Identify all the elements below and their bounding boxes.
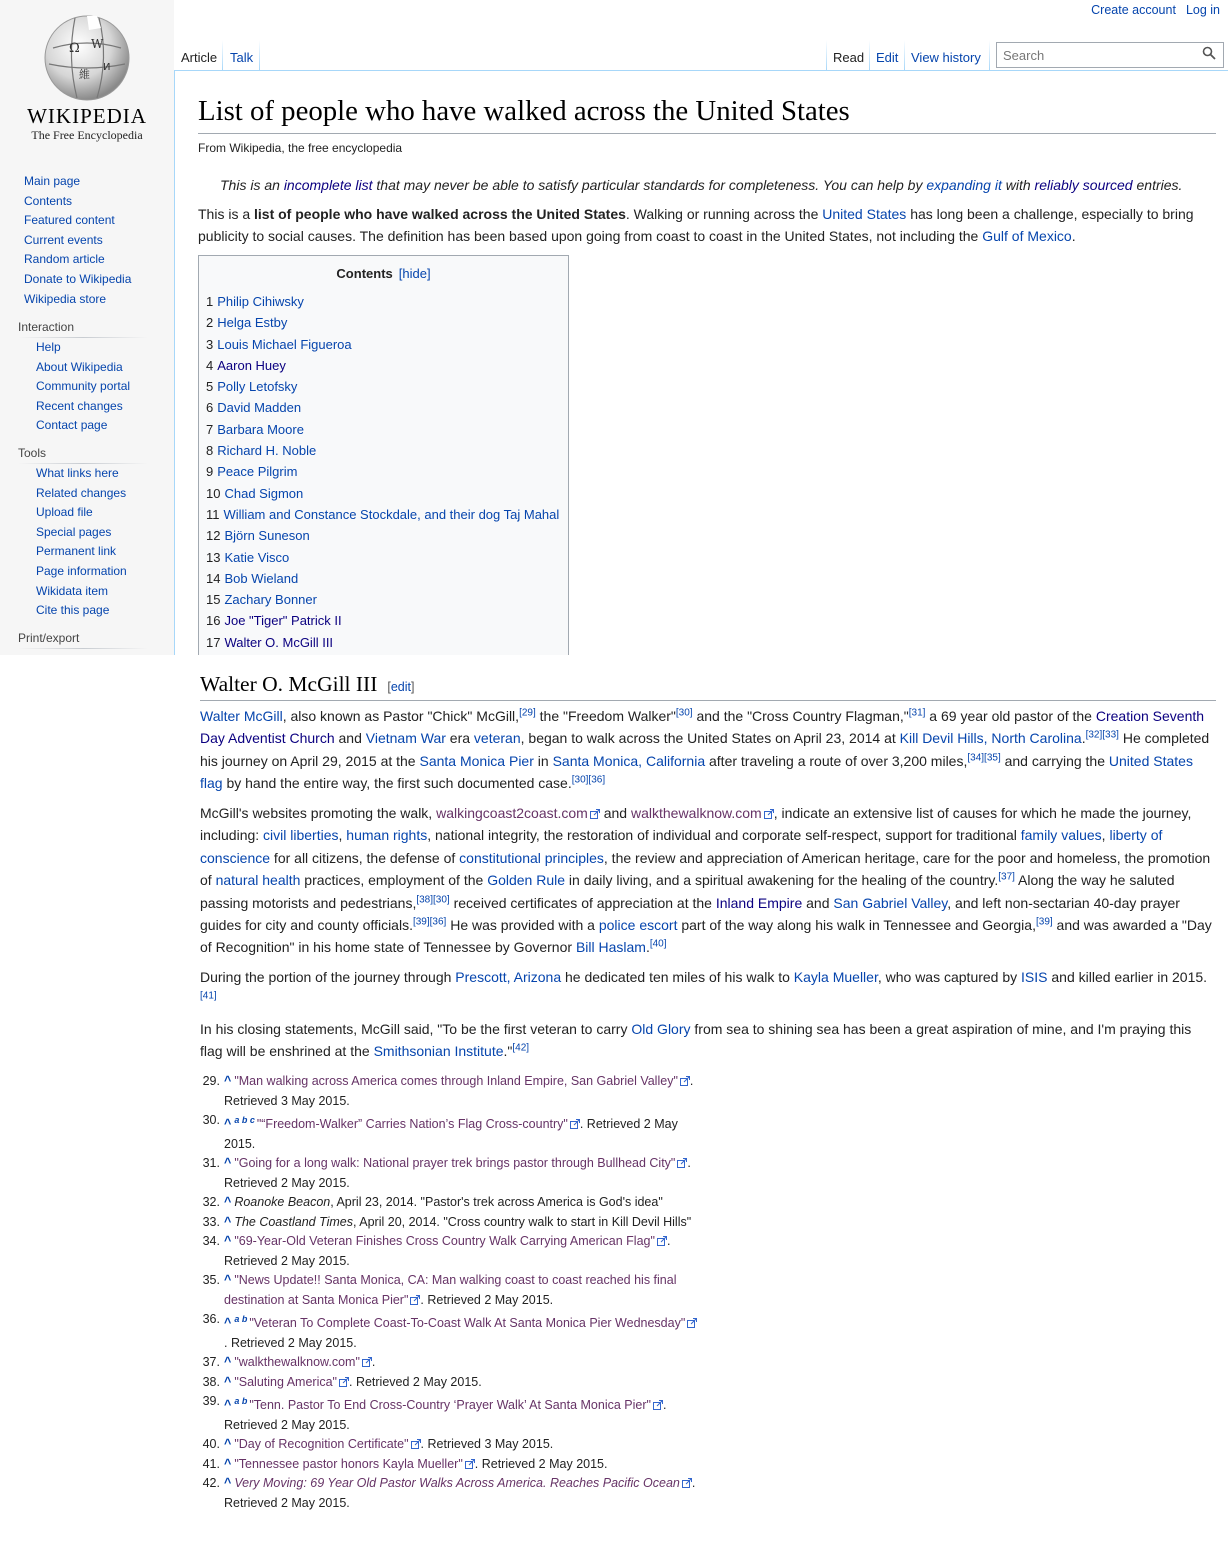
sidebar-heading-interaction[interactable]: Interaction	[18, 320, 75, 334]
para-text: part of the way along his walk in Tennessee and Georgia,	[677, 917, 1036, 934]
toc-number: 16	[206, 613, 221, 629]
toc-item[interactable]	[206, 419, 561, 440]
backlink-caret[interactable]: ^	[224, 1117, 232, 1132]
toc-item[interactable]	[206, 334, 561, 355]
toc-number: 10	[206, 485, 221, 501]
para-text: and	[334, 730, 366, 747]
civil-liberties-link[interactable]: civil liberties	[263, 827, 339, 844]
para-text: received certificates of appreciation at the	[449, 894, 716, 911]
constitutional-principles-link[interactable]: constitutional principles	[459, 849, 604, 866]
para-text: In his closing statements, McGill said, "To be the first veteran to carry	[200, 1021, 632, 1037]
reference-number: 37.	[202, 1355, 220, 1370]
backlink-caret[interactable]: ^	[224, 1195, 232, 1210]
para-text: , began to walk across the United States on April 23, 2014 at	[520, 730, 900, 747]
vietnam-war-link[interactable]: Vietnam War	[365, 730, 446, 747]
external-link-icon	[465, 1459, 475, 1469]
san-gabriel-valley-link[interactable]: San Gabriel Valley	[833, 894, 948, 911]
reference-source: The Coastland Times	[234, 1214, 354, 1229]
sidebar-item-random-article[interactable]: Random article	[24, 252, 105, 267]
ref-link[interactable]: [31]	[908, 707, 926, 719]
reference-retrieved: . Retrieved 2 May 2015.	[349, 1374, 482, 1389]
toc-number: 8	[206, 443, 214, 459]
reference-retrieved: .	[371, 1355, 376, 1370]
family-values-link[interactable]: family values	[1020, 827, 1102, 844]
toc-number: 6	[206, 400, 214, 416]
reference-item	[198, 1392, 698, 1435]
santa-monica-pier-link[interactable]: Santa Monica Pier	[419, 752, 534, 769]
personal-tools	[1091, 3, 1220, 17]
reference-item	[198, 1111, 698, 1154]
intro-text: . Walking or running across the	[625, 206, 823, 222]
para-text: , national integrity, the restoration of individual and corporate self-respect, support for traditional	[427, 827, 1021, 844]
toc-item[interactable]	[206, 291, 561, 312]
para-text: from sea to shining sea has been a great aspiration of mine, and I'm praying this flag will be enshrined at the	[200, 1021, 1192, 1060]
external-link-icon	[680, 1076, 690, 1086]
backlink-caret[interactable]: ^	[224, 1437, 232, 1452]
para-text: and was awarded a "Day of Recognition" in his home state of Tennessee by Governor	[200, 917, 1212, 956]
para-text: , and left non-sectarian 40-day prayer guides for city and county officials.	[200, 894, 1180, 934]
toc-text[interactable]: Aaron Huey	[217, 357, 286, 373]
toc-number: 17	[206, 634, 221, 650]
sidebar-item-community-portal[interactable]: Community portal	[36, 379, 131, 394]
para-text: and the "Cross Country Flagman,"	[692, 708, 909, 724]
police-escort-link[interactable]: police escort	[598, 917, 678, 934]
toc-item[interactable]	[206, 440, 561, 461]
golden-rule-link[interactable]: Golden Rule	[487, 872, 566, 889]
toc-item[interactable]	[206, 525, 561, 546]
ref-link[interactable]: [39][36]	[412, 916, 447, 928]
ref-link[interactable]: [39]	[1035, 916, 1053, 928]
reference-link[interactable]: "News Update!! Santa Monica, CA: Man walking coast to coast reached his final destination at Santa Monica Pier"	[224, 1273, 677, 1307]
ref-link[interactable]: [41]	[200, 990, 217, 1002]
toc-text[interactable]: Katie Visco	[224, 549, 290, 565]
para-text: era	[445, 730, 474, 747]
toc-title: Contents	[336, 266, 393, 281]
para-text: he dedicated ten miles of his walk to	[561, 969, 794, 985]
external-link-icon	[677, 1158, 687, 1168]
sidebar-item-featured-content[interactable]: Featured content	[24, 213, 115, 228]
reference-number: 33.	[202, 1214, 220, 1229]
toc-text[interactable]: Philip Cihiwsky	[217, 294, 304, 309]
para-text: a 69 year old pastor of the	[925, 708, 1096, 724]
reference-number: 42.	[202, 1476, 220, 1491]
reference-link[interactable]: "Tennessee pastor honors Kayla Mueller"	[234, 1456, 463, 1471]
toc-item[interactable]	[206, 376, 561, 397]
toc-number: 7	[206, 421, 214, 437]
toc-text[interactable]: William and Constance Stockdale, and their dog Taj Mahal	[223, 506, 560, 522]
ref-link[interactable]: [37]	[998, 871, 1015, 883]
expanding-it-link[interactable]: expanding it	[926, 177, 1002, 193]
svg-text:Ω: Ω	[69, 41, 80, 56]
para-text: ,	[338, 827, 347, 844]
liberty-of-conscience-link[interactable]: liberty of conscience	[200, 827, 1163, 866]
toc-item[interactable]	[206, 504, 561, 525]
reference-retrieved: . Retrieved 2 May 2015.	[224, 1335, 357, 1350]
isis-link[interactable]: ISIS	[1021, 969, 1048, 985]
reference-item	[198, 1310, 698, 1353]
ref-link[interactable]: [40]	[649, 938, 667, 950]
sidebar-item-special-pages[interactable]: Special pages	[36, 524, 112, 539]
toc-number: 3	[206, 336, 214, 352]
para-text: McGill's websites promoting the walk,	[200, 805, 437, 821]
para-text: after traveling a route of over 3,200 miles,	[705, 752, 968, 769]
ref-link[interactable]: [42]	[512, 1042, 530, 1054]
reference-item	[198, 1373, 698, 1393]
reference-link[interactable]: "Veteran To Complete Coast-To-Coast Walk At Santa Monica Pier Wednesday"	[249, 1316, 686, 1331]
logo-wordmark: WIKIPEDIA	[27, 104, 147, 128]
reference-retrieved: . Retrieved 2 May 2015.	[474, 1456, 608, 1471]
backlink-caret[interactable]: ^	[224, 1398, 232, 1413]
sidebar-interaction-nav	[36, 338, 130, 436]
external-link-icon	[590, 809, 600, 819]
toc-item[interactable]	[206, 483, 561, 504]
kill-devil-hills-link[interactable]: Kill Devil Hills, North Carolina	[899, 730, 1082, 747]
toc-item[interactable]	[206, 461, 561, 482]
bill-haslam-link[interactable]: Bill Haslam	[575, 939, 646, 956]
para-text: .	[645, 939, 650, 956]
tab-read[interactable]: Read	[827, 44, 870, 70]
reference-source: Roanoke Beacon	[234, 1195, 331, 1210]
page-title: List of people who have walked across the United States	[198, 94, 1216, 134]
external-link-icon	[764, 809, 774, 819]
para-text: ,	[1101, 827, 1110, 844]
backlink-caret[interactable]: ^	[224, 1476, 232, 1491]
section-paragraph-3	[200, 966, 1212, 1011]
reference-retrieved: . Retrieved 2 May 2015.	[224, 1117, 678, 1151]
sidebar-item-related-changes[interactable]: Related changes	[36, 485, 127, 500]
para-text: , the review and appreciation of American heritage, care for the poor and homeless, the promotion of	[200, 849, 1211, 889]
site-sub: From Wikipedia, the free encyclopedia	[198, 141, 403, 155]
reference-number: 31.	[202, 1156, 220, 1171]
sidebar-item-current-events[interactable]: Current events	[24, 232, 103, 247]
incomplete-list-link[interactable]: incomplete list	[283, 177, 373, 193]
toc-text[interactable]: Chad Sigmon	[224, 485, 304, 501]
hatnote-text: entries.	[1132, 177, 1183, 193]
intro-text: .	[1071, 228, 1076, 244]
toc-item[interactable]	[206, 397, 561, 418]
tab-divider	[259, 40, 260, 70]
sidebar-item-page-information[interactable]: Page information	[36, 563, 127, 578]
reference-item	[198, 1072, 698, 1111]
toc-item[interactable]	[206, 312, 561, 333]
smithsonian-link[interactable]: Smithsonian Institute	[373, 1043, 504, 1060]
tab-talk[interactable]: Talk	[230, 50, 254, 65]
para-text: and carrying the	[1000, 752, 1109, 769]
log-in-link[interactable]: Log in	[1185, 3, 1220, 17]
ref-link[interactable]: [32][33]	[1085, 729, 1119, 741]
para-text: practices, employment of the	[300, 872, 488, 889]
ref-link[interactable]: [30]	[675, 707, 693, 719]
veteran-link[interactable]: veteran	[473, 730, 521, 747]
tab-view-history[interactable]: View history	[911, 50, 981, 65]
para-text: , also known as Pastor "Chick" McGill,	[282, 708, 520, 724]
reference-retrieved: . Retrieved 3 May 2015.	[224, 1074, 694, 1108]
svg-text:維: 維	[79, 68, 90, 81]
reference-link[interactable]: "walkthewalknow.com"	[234, 1355, 360, 1370]
toc-number: 14	[206, 570, 221, 586]
sidebar-divider	[18, 648, 148, 649]
reference-number: 36.	[202, 1312, 220, 1327]
tab-divider	[989, 40, 990, 70]
external-link-icon	[362, 1357, 372, 1367]
reliably-sourced-link[interactable]: reliably sourced	[1034, 177, 1133, 193]
reference-link[interactable]: "Tenn. Pastor To End Cross-Country ‘Prayer Walk’ At Santa Monica Pier"	[249, 1398, 651, 1413]
backlink-caret[interactable]: ^	[224, 1456, 232, 1471]
reference-number: 40.	[202, 1437, 220, 1452]
para-text: , indicate an extensive list of causes for which he made the journey, including:	[200, 805, 1192, 844]
para-text: He completed his journey on April 29, 2015 at the	[200, 730, 1210, 769]
section-title: Walter O. McGill III	[200, 672, 378, 696]
reference-retrieved: . Retrieved 2 May 2015.	[224, 1234, 671, 1268]
reference-link[interactable]: "Saluting America"	[234, 1374, 337, 1389]
reference-link[interactable]: Very Moving: 69 Year Old Pastor Walks Across America. Reaches Pacific Ocean	[234, 1476, 680, 1491]
toc-text[interactable]: Björn Suneson	[224, 528, 310, 544]
reference-number: 34.	[202, 1234, 220, 1249]
walter-mcgill-link[interactable]: Walter McGill	[200, 708, 283, 724]
search-icon[interactable]	[1202, 46, 1216, 60]
reference-retrieved: . Retrieved 2 May 2015.	[224, 1398, 667, 1432]
para-text: He was provided with a	[446, 917, 599, 934]
external-link-icon	[410, 1295, 420, 1305]
old-glory-link[interactable]: Old Glory	[631, 1021, 691, 1037]
para-text: in	[533, 752, 553, 769]
external-link-icon	[339, 1377, 349, 1387]
tab-article[interactable]: Article	[175, 44, 223, 70]
backlink-caret[interactable]: ^	[224, 1074, 232, 1088]
reference-item	[198, 1193, 698, 1213]
backlink-caret[interactable]: ^	[224, 1316, 232, 1331]
svg-text:W: W	[91, 37, 104, 51]
natural-health-link[interactable]: natural health	[215, 872, 301, 889]
backlink-caret[interactable]: ^	[224, 1374, 232, 1389]
sidebar-item-contact-page[interactable]: Contact page	[36, 418, 108, 433]
section-paragraph-1	[200, 705, 1212, 795]
para-text: During the portion of the journey through	[200, 969, 456, 985]
sidebar-item-wikipedia-store[interactable]: Wikipedia store	[24, 291, 107, 306]
reference-retrieved: . Retrieved 2 May 2015.	[224, 1476, 696, 1510]
intro-bold: list of people who have walked across the United States	[254, 206, 626, 222]
sidebar-item-help[interactable]: Help	[36, 340, 61, 354]
reference-item	[198, 1455, 698, 1475]
search-input[interactable]: Search	[996, 42, 1224, 68]
sidebar-item-main-page[interactable]: Main page	[24, 174, 81, 188]
prescott-arizona-link[interactable]: Prescott, Arizona	[455, 969, 562, 985]
puzzle-globe-icon	[39, 8, 135, 104]
reference-item	[198, 1474, 698, 1513]
tab-divider	[222, 40, 223, 70]
references-list	[198, 1072, 698, 1513]
toc-item[interactable]	[206, 355, 561, 376]
toc-number: 5	[206, 379, 214, 395]
para-text: ."	[503, 1043, 513, 1060]
reference-retrieved: . Retrieved 3 May 2015.	[420, 1437, 554, 1452]
creation-seventh-day-adventist-link[interactable]: Creation Seventh Day Adventist Church	[200, 708, 1205, 747]
kayla-mueller-link[interactable]: Kayla Mueller	[793, 969, 878, 985]
external-link-icon	[682, 1478, 692, 1488]
toc-item[interactable]	[206, 547, 561, 568]
backlink-letters[interactable]: a b c	[234, 1115, 255, 1125]
para-text: and	[599, 805, 631, 821]
section-paragraph-2	[200, 802, 1212, 959]
reference-link[interactable]: "Day of Recognition Certificate"	[234, 1437, 409, 1452]
toc-number: 1	[206, 294, 214, 309]
para-text: .	[1081, 730, 1086, 747]
santa-monica-link[interactable]: Santa Monica, California	[552, 752, 706, 769]
toc-text[interactable]: Zachary Bonner	[224, 592, 317, 608]
sidebar-item-donate[interactable]: Donate to Wikipedia	[24, 271, 132, 286]
reference-number: 29.	[202, 1074, 220, 1088]
hatnote-text: with	[1001, 177, 1035, 193]
hatnote	[220, 177, 1182, 193]
reference-item	[198, 1271, 698, 1310]
toc-text[interactable]: Walter O. McGill III	[224, 634, 334, 650]
external-link-icon	[687, 1318, 697, 1328]
toc-text[interactable]: Joe "Tiger" Patrick II	[224, 613, 342, 629]
toc-number: 2	[206, 315, 214, 331]
para-text: by hand the entire way, the first such documented case.	[222, 775, 572, 792]
toc-text[interactable]: Bob Wieland	[224, 570, 299, 586]
reference-text: , April 20, 2014. "Cross country walk to start in Kill Devil Hills"	[353, 1214, 692, 1229]
hatnote-text: that may never be able to satisfy particular standards for completeness. You can help by	[372, 177, 927, 193]
section-heading: Walter O. McGill III [edit]	[200, 672, 1216, 701]
para-text: and	[802, 894, 834, 911]
us-flag-link[interactable]: United States flag	[200, 752, 1193, 792]
toc-text[interactable]: Helga Estby	[217, 315, 288, 331]
sidebar-item-cite-this-page[interactable]: Cite this page	[36, 603, 110, 618]
reference-number: 38.	[202, 1374, 220, 1389]
toc-item[interactable]	[206, 568, 561, 589]
toc-text[interactable]: David Madden	[217, 400, 302, 416]
sidebar-item-permanent-link[interactable]: Permanent link	[36, 544, 117, 559]
para-text: the "Freedom Walker"	[535, 708, 676, 724]
section-edit-link[interactable]: edit	[390, 680, 412, 694]
sidebar-heading-print-export[interactable]: Print/export	[18, 631, 80, 645]
reference-retrieved: . Retrieved 2 May 2015.	[420, 1292, 554, 1307]
backlink-caret[interactable]: ^	[224, 1273, 232, 1288]
inland-empire-link[interactable]: Inland Empire	[715, 894, 803, 911]
reference-number: 39.	[202, 1394, 220, 1409]
reference-link[interactable]: "Going for a long walk: National prayer trek brings pastor through Bullhead City"	[234, 1156, 676, 1171]
hatnote-text: This is an	[220, 177, 284, 193]
reference-link[interactable]: "“Freedom-Walker” Carries Nation’s Flag Cross-country"	[256, 1117, 568, 1132]
section-paragraph-4	[200, 1018, 1212, 1063]
backlink-letters[interactable]: a b	[234, 1314, 248, 1325]
reference-item	[198, 1435, 698, 1455]
toc-number: 13	[206, 549, 221, 565]
reference-item	[198, 1154, 698, 1193]
svg-text:И: И	[103, 62, 111, 73]
toc-item[interactable]	[206, 589, 561, 610]
para-text: Along the way he saluted passing motorists and pedestrians,	[200, 872, 1175, 911]
table-of-contents	[198, 255, 569, 655]
backlink-caret[interactable]: ^	[224, 1355, 232, 1370]
external-link-icon	[411, 1439, 421, 1449]
toc-text[interactable]: Louis Michael Figueroa	[217, 336, 352, 352]
toc-text[interactable]: Peace Pilgrim	[217, 464, 298, 480]
toc-number: 11	[206, 506, 220, 522]
reference-item	[198, 1213, 698, 1233]
toc-list	[206, 291, 561, 653]
toc-number: 9	[206, 464, 214, 480]
united-states-link[interactable]: United States	[822, 206, 907, 222]
toc-text[interactable]: Barbara Moore	[217, 421, 304, 437]
reference-link[interactable]: "69-Year-Old Veteran Finishes Cross Country Walk Carrying American Flag"	[234, 1234, 655, 1249]
sidebar-item-about[interactable]: About Wikipedia	[36, 359, 123, 374]
wikipedia-logo[interactable]	[22, 4, 152, 149]
para-text: , who was captured by	[877, 969, 1022, 985]
reference-item	[198, 1353, 698, 1373]
toc-item[interactable]	[206, 610, 561, 631]
para-text: for all citizens, the defense of	[270, 849, 460, 866]
toc-item[interactable]	[206, 632, 561, 653]
tab-edit[interactable]: Edit	[876, 50, 899, 65]
sidebar-item-upload-file[interactable]: Upload file	[36, 505, 93, 520]
reference-link[interactable]: "Man walking across America comes through Inland Empire, San Gabriel Valley"	[234, 1074, 678, 1088]
backlink-letters[interactable]: a b	[234, 1396, 248, 1407]
toc-number: 15	[206, 592, 221, 608]
toc-text[interactable]: Richard H. Noble	[217, 443, 317, 459]
external-link-icon	[657, 1236, 667, 1246]
para-text: in daily living, and a spiritual awakening for the healing of the country.	[565, 872, 999, 889]
reference-number: 30.	[202, 1113, 220, 1127]
backlink-caret[interactable]: ^	[224, 1156, 232, 1171]
intro-text: This is a	[198, 206, 255, 222]
sidebar-tools-nav	[36, 464, 127, 621]
reference-number: 35.	[202, 1273, 220, 1288]
sidebar-item-wikidata-item[interactable]: Wikidata item	[36, 583, 109, 598]
ref-link[interactable]: [29]	[519, 707, 536, 719]
create-account-link[interactable]: Create account	[1091, 3, 1176, 17]
reference-number: 32.	[202, 1195, 220, 1210]
sidebar-item-contents[interactable]: Contents	[24, 193, 73, 208]
logo-tagline: The Free Encyclopedia	[31, 128, 143, 142]
gulf-of-mexico-link[interactable]: Gulf of Mexico	[982, 228, 1072, 244]
ref-link[interactable]: [38][30]	[416, 893, 450, 905]
ref-link[interactable]: [34][35]	[967, 752, 1001, 764]
toc-text[interactable]: Polly Letofsky	[217, 379, 298, 395]
para-text: and killed earlier in 2015.	[1047, 969, 1208, 985]
reference-number: 41.	[202, 1456, 220, 1471]
toc-number: 12	[206, 528, 221, 544]
toc-number: 4	[206, 357, 214, 373]
reference-text: , April 23, 2014. "Pastor's trek across America is God's idea"	[330, 1195, 663, 1210]
sidebar-item-what-links-here[interactable]: What links here	[36, 466, 119, 480]
backlink-caret[interactable]: ^	[224, 1214, 232, 1229]
reference-item	[198, 1232, 698, 1271]
intro-text: has long been a challenge, especially to bring publicity to social causes. The definition has been based upon going from coast to coast in the United States, not including the	[198, 206, 1194, 244]
ref-link[interactable]: [30][36]	[571, 774, 606, 786]
sidebar-heading-tools[interactable]: Tools	[18, 446, 47, 460]
sidebar-main-nav	[24, 172, 131, 309]
walkingcoast2coast-link[interactable]: walkingcoast2coast.com	[436, 805, 588, 821]
sidebar-item-recent-changes[interactable]: Recent changes	[36, 398, 123, 413]
walkthewalknow-link[interactable]: walkthewalknow.com	[630, 805, 762, 821]
reference-retrieved: . Retrieved 2 May 2015.	[224, 1156, 691, 1190]
toc-hide-link[interactable]: [hide]	[398, 266, 431, 281]
human-rights-link[interactable]: human rights	[346, 827, 428, 844]
backlink-caret[interactable]: ^	[224, 1234, 232, 1249]
external-link-icon	[653, 1400, 663, 1410]
intro-paragraph	[198, 203, 1208, 247]
external-link-icon	[570, 1119, 580, 1129]
